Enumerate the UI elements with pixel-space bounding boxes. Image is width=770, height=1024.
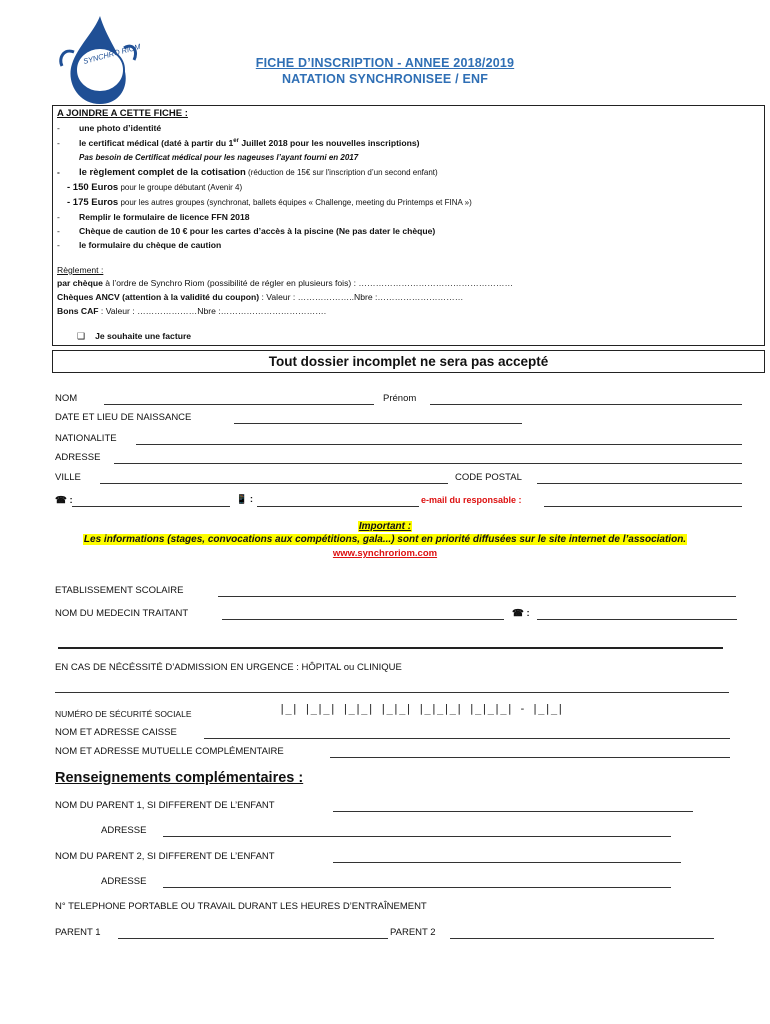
medecin-phone-field [512, 608, 530, 619]
item-certificat-sup: er [233, 138, 239, 145]
checkbox-icon[interactable]: ❑ [77, 331, 86, 341]
nationalite-line[interactable] [136, 444, 742, 445]
email-label: e-mail du responsable : [421, 495, 522, 505]
etablissement-label: ETABLISSEMENT SCOLAIRE [55, 585, 184, 596]
parent1-phone-label: PARENT 1 [55, 927, 101, 938]
prenom-line[interactable] [430, 404, 742, 405]
date-lieu-label: DATE ET LIEU DE NAISSANCE [55, 412, 192, 423]
website-link[interactable]: www.synchroriom.com [332, 548, 438, 559]
item-caution-text: Chèque de caution de 10 € pour les cartes d’accès à la piscine (Ne pas dater le chèque) [79, 226, 436, 236]
parent1-label: NOM DU PARENT 1, SI DIFFERENT DE L’ENFANT [55, 800, 275, 811]
adresse-line[interactable] [114, 463, 742, 464]
price-debutant-text: pour le groupe débutant (Avenir 4) [118, 183, 243, 192]
item-certificat: - le certificat médical (daté à partir du 1er Juillet 2018 pour les nouvelles inscriptions) [57, 138, 420, 148]
item-formulaire: - le formulaire du chèque de caution [57, 240, 222, 250]
item-photo: - une photo d’identité [57, 123, 162, 133]
page-title: FICHE D’INSCRIPTION - ANNEE 2018/2019 [255, 56, 515, 70]
adresse2-label: ADRESSE [101, 876, 147, 887]
etablissement-line[interactable] [218, 596, 736, 597]
phone-icon: ☎ [55, 495, 67, 506]
page-subtitle: NATATION SYNCHRONISEE / ENF [281, 72, 489, 86]
adresse1-line[interactable] [163, 836, 671, 837]
nom-line[interactable] [104, 404, 374, 405]
mobile-field [236, 494, 253, 505]
adresse-label: ADRESSE [55, 452, 101, 463]
item-formulaire-text: le formulaire du chèque de caution [79, 240, 222, 250]
ville-label: VILLE [55, 472, 81, 483]
mutuelle-label: NOM ET ADRESSE MUTUELLE COMPLÉMENTAIRE [55, 746, 284, 757]
nationalite-label: NATIONALITE [55, 433, 117, 444]
reglement-caf [57, 306, 326, 316]
section-divider [58, 647, 723, 649]
mutuelle-line[interactable] [330, 757, 730, 758]
price-autres-amount: - 175 Euros [67, 197, 119, 208]
reglement-cheque [57, 278, 513, 288]
caisse-line[interactable] [204, 738, 730, 739]
facture-option[interactable] [77, 331, 191, 342]
medecin-phone-colon: : [526, 608, 530, 619]
phone-icon: ☎ [512, 608, 524, 619]
important-text-body: Les informations (stages, convocations aux compétitions, gala...) sont en priorité diffusées sur le site internet de l’association. [83, 534, 687, 545]
code-postal-label: CODE POSTAL [455, 472, 522, 483]
urgence-line[interactable] [55, 692, 729, 693]
parent1-phone-line[interactable] [118, 938, 388, 939]
caf-text: : Valeur : …………………Nbre :………………………………. [98, 306, 327, 316]
important-text [0, 534, 770, 545]
cheque-label: par chèque [57, 278, 103, 288]
item-certificat-text: le certificat médical (daté à partir du 1 [79, 138, 234, 148]
medecin-phone-line[interactable] [537, 619, 737, 620]
price-autres [67, 197, 472, 208]
mobile-icon: 📱 [236, 494, 248, 504]
important-heading-text: Important : [358, 521, 412, 532]
documents-heading: A JOINDRE A CETTE FICHE : [57, 108, 188, 119]
mobile-line[interactable] [257, 506, 419, 507]
urgence-label: EN CAS DE NÉCÉSSITÉ D’ADMISSION EN URGENCE : HÔPITAL ou CLINIQUE [55, 662, 402, 673]
item-caution: - Chèque de caution de 10 € pour les cartes d’accès à la piscine (Ne pas dater le chèque) [57, 226, 436, 236]
facture-label: Je souhaite une facture [95, 331, 192, 341]
item-reglement-note: (réduction de 15€ sur l'inscription d’un second enfant) [245, 168, 438, 177]
ancv-label: Chèques ANCV (attention à la validité du coupon) [57, 292, 260, 302]
date-lieu-line[interactable] [234, 423, 522, 424]
prenom-label: Prénom [383, 393, 417, 404]
caf-label: Bons CAF [57, 306, 99, 316]
logo-text: SYNCHRO RIOM [82, 41, 140, 66]
parent2-phone-line[interactable] [450, 938, 714, 939]
item-certificat-text-b: Juillet 2018 pour les nouvelles inscriptions) [238, 138, 420, 148]
incomplete-notice: Tout dossier incomplet ne sera pas accepté [52, 350, 765, 373]
phone-colon: : [69, 495, 73, 506]
caisse-label: NOM ET ADRESSE CAISSE [55, 727, 177, 738]
email-line[interactable] [544, 506, 742, 507]
price-debutant-amount: - 150 Euros [67, 182, 119, 193]
parent1-line[interactable] [333, 811, 693, 812]
reglement-ancv [57, 292, 463, 302]
telephone-travail-label: N° TELEPHONE PORTABLE OU TRAVAIL DURANT LES HEURES D’ENTRAÎNEMENT [55, 901, 427, 912]
item-photo-text: une photo d’identité [79, 123, 162, 133]
price-autres-text: pour les autres groupes (synchronat, ballets équipes « Challenge, meeting du Printemps et FINA ») [118, 198, 472, 207]
medecin-label: NOM DU MEDECIN TRAITANT [55, 608, 189, 619]
parent2-phone-label: PARENT 2 [390, 927, 436, 938]
price-debutant [67, 182, 242, 193]
certificat-note: Pas besoin de Certificat médical pour les nageuses l’ayant fourni en 2017 [79, 153, 359, 162]
telephone-line[interactable] [72, 506, 230, 507]
secu-label: NUMÉRO DE SÉCURITÉ SOCIALE [55, 709, 192, 719]
code-postal-line[interactable] [537, 483, 742, 484]
ville-line[interactable] [100, 483, 448, 484]
ancv-text: : Valeur : ………………..Nbre :………………………… [259, 292, 464, 302]
complementaires-title: Renseignements complémentaires : [55, 770, 304, 786]
telephone-field [55, 495, 73, 506]
mobile-colon: : [249, 494, 254, 505]
cheque-text: à l’ordre de Synchro Riom (possibilité de régler en plusieurs fois) : ……………………………………………… [102, 278, 514, 288]
documents-box [52, 105, 765, 346]
reglement-label: Règlement : [57, 265, 104, 275]
parent2-label: NOM DU PARENT 2, SI DIFFERENT DE L’ENFANT [55, 851, 275, 862]
medecin-line[interactable] [222, 619, 504, 620]
parent2-line[interactable] [333, 862, 681, 863]
nom-label: NOM [55, 393, 78, 404]
item-reglement: - le règlement complet de la cotisation (réduction de 15€ sur l'inscription d’un second enfant) [57, 167, 438, 178]
item-licence-text: Remplir le formulaire de licence FFN 2018 [79, 212, 250, 222]
item-reglement-text: le règlement complet de la cotisation [79, 167, 246, 178]
adresse1-label: ADRESSE [101, 825, 147, 836]
secu-boxes[interactable]: |_| |_|_| |_|_| |_|_| |_|_|_| |_|_|_| - |_|_| [279, 703, 564, 715]
item-licence: - Remplir le formulaire de licence FFN 2018 [57, 212, 250, 222]
important-heading [0, 521, 770, 532]
adresse2-line[interactable] [163, 887, 671, 888]
